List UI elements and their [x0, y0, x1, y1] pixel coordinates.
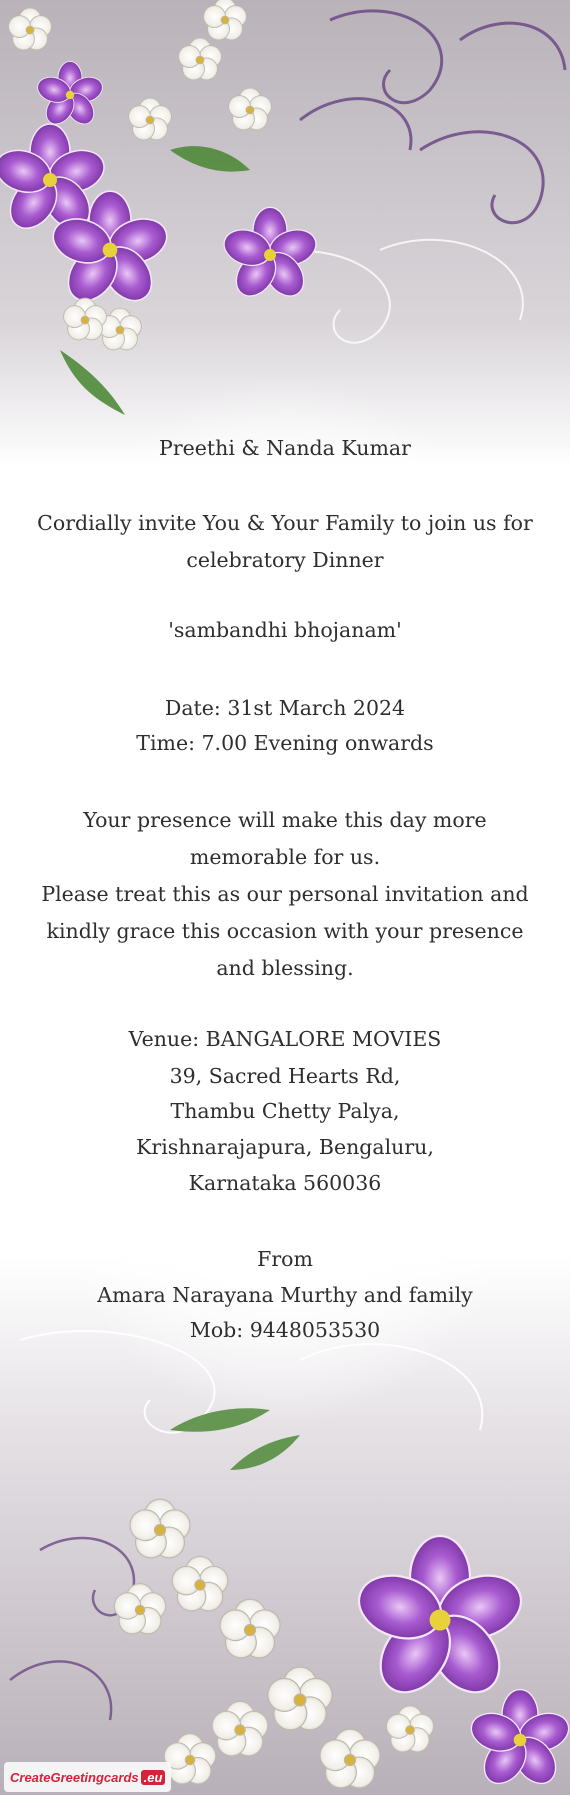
brand-logo-text: CreateGreetingcards: [10, 1769, 139, 1785]
event-name: 'sambandhi bhojanam': [168, 618, 402, 642]
presence-text: Your presence will make this day more memorable for us.: [83, 808, 487, 869]
venue-address-line3: Krishnarajapura, Bengaluru,: [136, 1135, 434, 1159]
venue-label: Venue: BANGALORE MOVIES: [128, 1027, 442, 1051]
invite-text: Cordially invite You & Your Family to join us for celebratory Dinner: [37, 511, 533, 572]
hosts-names: Preethi & Nanda Kumar: [159, 436, 411, 460]
venue-address-line2: Thambu Chetty Palya,: [170, 1099, 400, 1123]
from-name: Amara Narayana Murthy and family: [97, 1283, 473, 1307]
event-time: Time: 7.00 Evening onwards: [136, 731, 434, 755]
venue-address-line1: 39, Sacred Hearts Rd,: [169, 1064, 401, 1088]
venue-address-line4: Karnataka 560036: [188, 1171, 382, 1195]
event-date: Date: 31st March 2024: [164, 696, 406, 720]
brand-logo[interactable]: [4, 1762, 171, 1792]
from-label: From: [257, 1247, 313, 1271]
brand-logo-tld: .eu: [141, 1770, 166, 1785]
mobile-number: Mob: 9448053530: [189, 1318, 381, 1342]
floral-decoration-top: [0, 0, 570, 470]
request-text: Please treat this as our personal invitation and kindly grace this occasion with your presence and blessing.: [41, 882, 529, 980]
floral-decoration-bottom: [0, 1300, 570, 1795]
